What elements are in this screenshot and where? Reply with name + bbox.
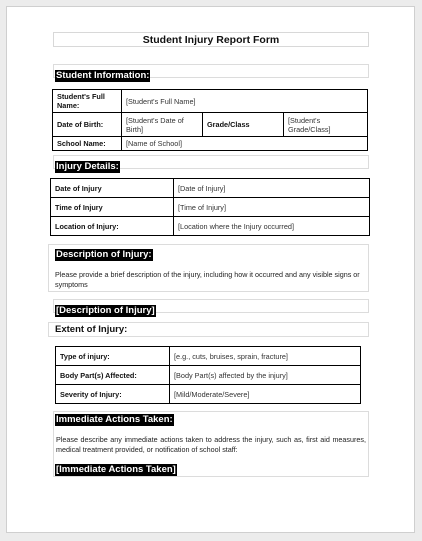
extent-heading: Extent of Injury: bbox=[55, 324, 128, 335]
type-of-injury-field[interactable]: [e.g., cuts, bruises, sprain, fracture] bbox=[170, 347, 361, 366]
page-title: Student Injury Report Form bbox=[53, 32, 369, 47]
date-of-injury-label: Date of Injury bbox=[51, 179, 174, 198]
injury-details-heading: Injury Details: bbox=[56, 161, 119, 172]
time-of-injury-label: Time of Injury bbox=[51, 198, 174, 217]
severity-field[interactable]: [Mild/Moderate/Severe] bbox=[170, 385, 361, 404]
type-of-injury-label: Type of injury: bbox=[56, 347, 170, 366]
extent-table bbox=[55, 346, 361, 404]
actions-instruction: Please describe any immediate actions taken to address the injury, such as, first aid measures, medical treatment provided, or notification of school staff: bbox=[56, 435, 366, 454]
table-row bbox=[51, 179, 370, 198]
section-bar-student-info bbox=[53, 64, 369, 81]
body-parts-field[interactable]: [Body Part(s) affected by the injury] bbox=[170, 366, 361, 385]
table-row bbox=[56, 347, 361, 366]
table-row bbox=[51, 217, 370, 236]
grade-field[interactable]: [Student's Grade/Class] bbox=[284, 113, 368, 137]
date-of-injury-field[interactable]: [Date of Injury] bbox=[174, 179, 370, 198]
actions-section bbox=[53, 411, 369, 477]
location-of-injury-label: Location of Injury: bbox=[51, 217, 174, 236]
document-page bbox=[6, 6, 415, 533]
severity-label: Severity of Injury: bbox=[56, 385, 170, 404]
description-heading: Description of Injury: bbox=[56, 249, 152, 260]
table-row bbox=[53, 113, 368, 137]
location-of-injury-field[interactable]: [Location where the Injury occurred] bbox=[174, 217, 370, 236]
student-info-heading: Student Information: bbox=[56, 70, 150, 81]
table-row bbox=[56, 366, 361, 385]
body-parts-label: Body Part(s) Affected: bbox=[56, 366, 170, 385]
table-row bbox=[53, 90, 368, 113]
school-field[interactable]: [Name of School] bbox=[122, 137, 368, 151]
description-placeholder[interactable]: [Description of Injury] bbox=[56, 305, 155, 316]
table-row bbox=[56, 385, 361, 404]
description-section bbox=[48, 244, 369, 292]
full-name-label: Student's Full Name: bbox=[53, 90, 122, 113]
table-row bbox=[53, 137, 368, 151]
description-placeholder-bar bbox=[53, 299, 369, 316]
school-label: School Name: bbox=[53, 137, 122, 151]
table-row bbox=[51, 198, 370, 217]
actions-heading: Immediate Actions Taken: bbox=[56, 414, 173, 425]
actions-placeholder[interactable]: [Immediate Actions Taken] bbox=[56, 464, 176, 475]
dob-field[interactable]: [Student's Date of Birth] bbox=[122, 113, 203, 137]
grade-label: Grade/Class bbox=[203, 113, 284, 137]
injury-details-table bbox=[50, 178, 370, 236]
full-name-field[interactable]: [Student's Full Name] bbox=[122, 90, 368, 113]
dob-label: Date of Birth: bbox=[53, 113, 122, 137]
extent-heading-bar bbox=[48, 322, 369, 337]
student-info-table bbox=[52, 89, 368, 151]
description-instruction: Please provide a brief description of the injury, including how it occurred and any visible signs or symptoms bbox=[55, 270, 360, 289]
section-bar-injury-details bbox=[53, 155, 369, 172]
time-of-injury-field[interactable]: [Time of Injury] bbox=[174, 198, 370, 217]
